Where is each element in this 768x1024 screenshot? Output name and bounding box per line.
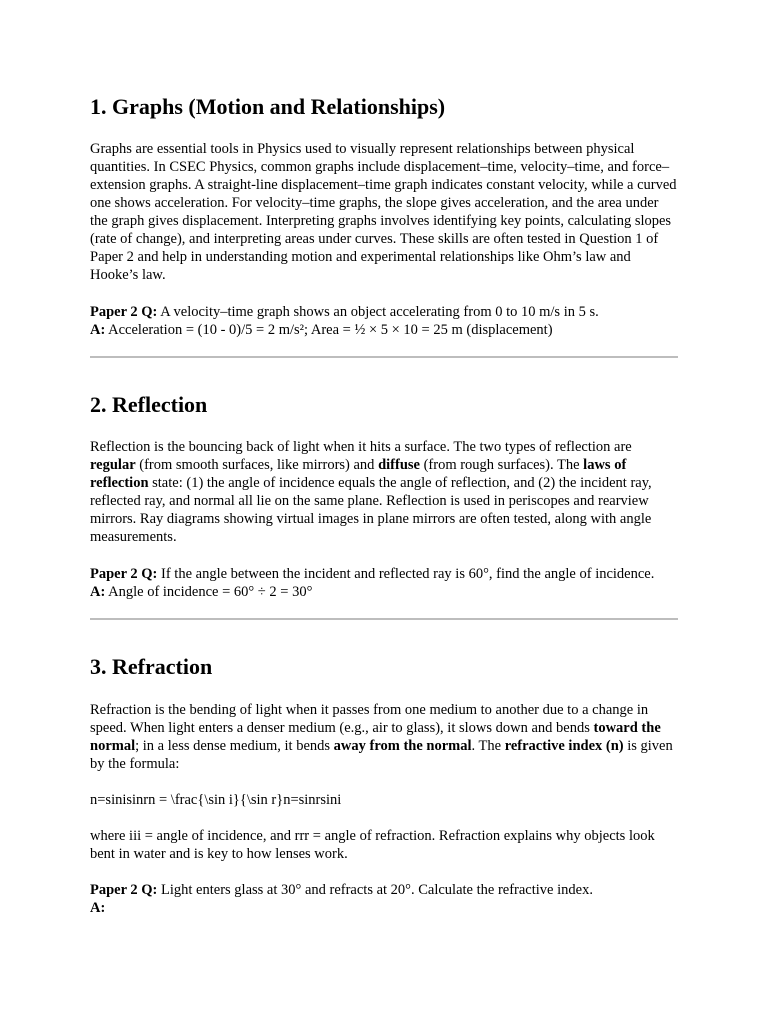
bold-term: regular bbox=[90, 457, 136, 473]
body-text: . The bbox=[471, 738, 505, 754]
answer-label: A: bbox=[90, 584, 106, 600]
question-text: A velocity–time graph shows an object accelerating from 0 to 10 m/s in 5 s. bbox=[157, 304, 599, 320]
body-text: (from smooth surfaces, like mirrors) and bbox=[135, 457, 379, 473]
bold-term: diffuse bbox=[378, 457, 420, 473]
answer-text: Angle of incidence = 60° ÷ 2 = 30° bbox=[105, 584, 313, 600]
section-title-refraction: 3. Refraction bbox=[90, 654, 213, 679]
bold-term: toward the normal bbox=[90, 720, 661, 754]
question-answer-refraction bbox=[90, 881, 678, 917]
bold-term: away from the normal bbox=[333, 738, 472, 754]
body-text: state: (1) the angle of incidence equals the angle of reflection, and (2) the incident ray, reflected ray, and normal all lie on the same plane. Reflection is used in periscopes and rearview mirrors. Ray diagrams showing virtual images in plane mirrors are often tested, along with angle measurements. bbox=[90, 475, 652, 545]
question-label: Paper 2 Q: bbox=[90, 566, 158, 582]
bold-term: refractive index (n) bbox=[504, 738, 624, 754]
question-answer-reflection bbox=[90, 565, 678, 601]
section-body-reflection bbox=[90, 438, 678, 546]
section-body-graphs: Graphs are essential tools in Physics used to visually represent relationships between physical quantities. In CSEC Physics, common graphs include displacement–time, velocity–time, and force–extension graphs. A straight-line displacement–time graph indicates constant velocity, while a curved one shows acceleration. For velocity–time graphs, the slope gives acceleration, and the area under the graph gives displacement. Interpreting graphs involves identifying key points, calculating slopes (rate of change), and interpreting areas under curves. These skills are often tested in Question 1 of Paper 2 and help in understanding motion and experimental relationships like Ohm’s law and Hooke’s law. bbox=[90, 141, 677, 283]
body-text: is given by the formula: bbox=[90, 738, 673, 772]
section-body-refraction bbox=[90, 701, 678, 773]
formula-explanation: where iii = angle of incidence, and rrr = angle of refraction. Refraction explains why objects look bent in water and is key to how lenses work. bbox=[90, 828, 655, 862]
refractive-index-formula: n=sinisinrn = \frac{\sin i}{\sin r}n=sinrsini bbox=[90, 792, 342, 808]
body-text: Reflection is the bouncing back of light when it hits a surface. The two types of reflection are bbox=[90, 439, 632, 455]
body-text: (from rough surfaces). The bbox=[419, 457, 584, 473]
section-divider bbox=[90, 356, 678, 358]
section-divider bbox=[90, 618, 678, 620]
body-text: Refraction is the bending of light when it passes from one medium to another due to a change in speed. When light enters a denser medium (e.g., air to glass), it slows down and bends bbox=[90, 702, 649, 736]
question-label: Paper 2 Q: bbox=[90, 304, 158, 320]
answer-label: A: bbox=[90, 322, 106, 338]
question-answer-graphs bbox=[90, 303, 678, 339]
question-text: Light enters glass at 30° and refracts at 20°. Calculate the refractive index. bbox=[157, 882, 593, 898]
body-text: ; in a less dense medium, it bends bbox=[135, 738, 334, 754]
answer-label: A: bbox=[90, 900, 106, 916]
section-title-reflection: 2. Reflection bbox=[90, 392, 208, 417]
question-label: Paper 2 Q: bbox=[90, 882, 158, 898]
question-text: If the angle between the incident and reflected ray is 60°, find the angle of incidence. bbox=[157, 566, 655, 582]
answer-text: Acceleration = (10 - 0)/5 = 2 m/s²; Area = ½ × 5 × 10 = 25 m (displacement) bbox=[105, 322, 553, 338]
bold-term: laws of reflection bbox=[90, 457, 627, 491]
section-title-graphs: 1. Graphs (Motion and Relationships) bbox=[90, 94, 446, 119]
